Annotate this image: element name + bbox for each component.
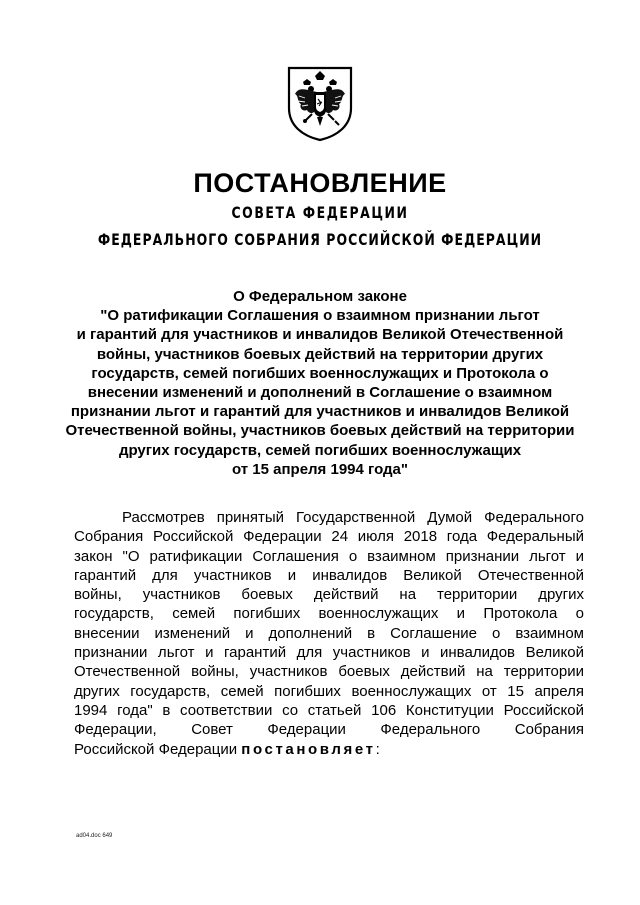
body-line: войны, участников боевых действий на территории других xyxy=(74,586,584,604)
body-line: Рассмотрев принятый Государственной Думой Федерального xyxy=(122,509,584,526)
coat-of-arms-emblem xyxy=(281,64,359,142)
law-heading xyxy=(40,287,600,479)
document-footer-code: ad04.doc 649 xyxy=(76,833,113,839)
law-heading-line: Отечественной войны, участников боевых действий на территории xyxy=(65,422,575,440)
document-subtitle-line-2: ФЕДЕРАЛЬНОГО СОБРАНИЯ РОССИЙСКОЙ ФЕДЕРАЦИИ xyxy=(97,230,543,249)
body-line: признании льгот и гарантий для участников и инвалидов Великой xyxy=(74,644,584,662)
body-line: государств, семей погибших военнослужащих и Протокола о xyxy=(74,605,584,623)
law-heading-line: О Федеральном законе xyxy=(233,288,407,305)
body-line: Собрания Российской Федерации 24 июля 2018 года Федеральный xyxy=(74,528,584,546)
law-heading-line: государств, семей погибших военнослужащих и Протокола о xyxy=(91,364,549,382)
russian-coat-of-arms-icon xyxy=(281,64,359,142)
law-heading-line: "О ратификации Соглашения о взаимном признании льгот xyxy=(100,307,540,325)
body-line: внесении изменений и дополнений в Соглашение о взаимном xyxy=(74,624,584,642)
body-final-prefix: Российской Федерации xyxy=(74,740,238,758)
law-heading-line: войны, участников боевых действий на территории других xyxy=(96,345,544,363)
body-line: 1994 года" в соответствии со статьей 106 Конституции Российской xyxy=(74,701,584,719)
body-line: Федерации, Совет Федерации Федерального Собрания xyxy=(74,721,584,739)
body-final-colon: : xyxy=(375,740,380,758)
document-subtitle-line-1: СОВЕТА ФЕДЕРАЦИИ xyxy=(231,203,409,222)
body-line: закон "О ратификации Соглашения о взаимном признании льгот и xyxy=(74,547,584,565)
body-line: Отечественной войны, участников боевых действий на территории xyxy=(74,663,584,681)
law-heading-line: внесении изменений и дополнений в Соглашение о взаимном xyxy=(87,384,553,402)
body-line: гарантий для участников и инвалидов Великой Отечественной xyxy=(74,566,584,584)
body-line: других государств, семей погибших военнослужащих от 15 апреля xyxy=(74,682,584,700)
document-title: ПОСТАНОВЛЕНИЕ xyxy=(193,168,447,198)
law-heading-line: признании льгот и гарантий для участников и инвалидов Великой xyxy=(70,403,570,421)
resolution-verb: постановляет xyxy=(241,740,376,758)
body-final-line xyxy=(74,740,584,759)
law-heading-line: от 15 апреля 1994 года" xyxy=(231,460,409,478)
resolution-body-paragraph xyxy=(74,508,584,759)
law-heading-line: и гарантий для участников и инвалидов Великой Отечественной xyxy=(76,326,564,344)
law-heading-line: других государств, семей погибших военнослужащих xyxy=(118,441,522,459)
